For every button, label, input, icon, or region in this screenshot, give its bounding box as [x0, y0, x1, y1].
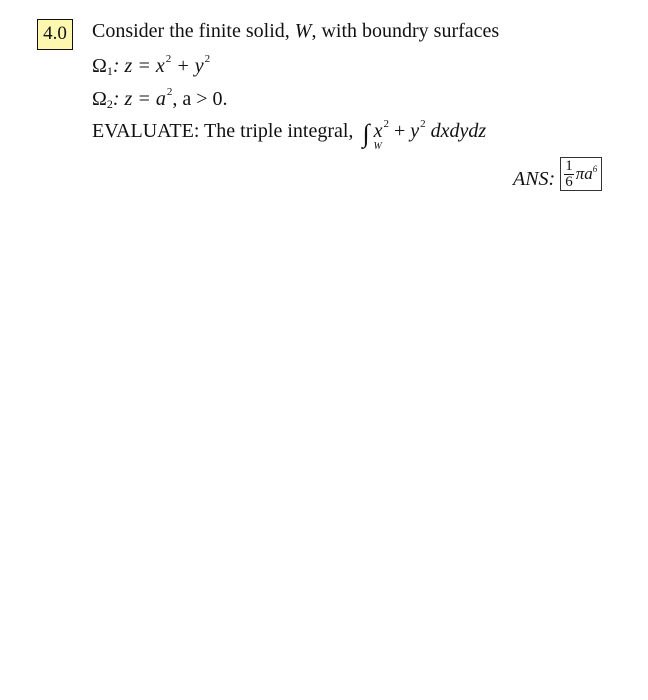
- surface-equation: : z = x: [112, 55, 165, 77]
- differentials: dxdydz: [425, 120, 487, 142]
- exponent: 2: [383, 118, 389, 130]
- fraction-numerator: 1: [565, 158, 573, 174]
- answer-exponent: 6: [592, 164, 598, 174]
- integrand-y: y: [410, 120, 420, 142]
- answer-expression: $\pi a^6$: [575, 164, 598, 183]
- answer-box: [560, 157, 602, 191]
- evaluate-line: [92, 118, 487, 152]
- answer-label: ANS:: [513, 168, 556, 190]
- omega-symbol: Ω: [92, 88, 107, 110]
- answer: [513, 160, 602, 194]
- solid-name: W: [294, 20, 312, 42]
- intro-text: Consider the finite solid,: [92, 20, 295, 42]
- omega-symbol: Ω: [92, 55, 107, 77]
- surface-index: 1: [106, 64, 113, 78]
- surface-2: [92, 86, 227, 112]
- problem-number-box: 4.0: [37, 19, 73, 50]
- problem-statement: [92, 20, 499, 43]
- integral-symbol: ∫ W: [362, 119, 382, 152]
- exponent: 2: [165, 53, 172, 65]
- intro-end-text: , with boundry surfaces: [311, 20, 500, 42]
- exponent: 2: [166, 86, 173, 98]
- plus-sign: +: [388, 120, 411, 142]
- evaluate-text: EVALUATE: The triple integral,: [92, 120, 359, 142]
- exponent: 2: [204, 53, 211, 65]
- integral-region: W: [373, 141, 382, 152]
- surface-condition: , a > 0.: [172, 88, 228, 110]
- surface-1: [92, 53, 210, 79]
- surface-index: 2: [106, 97, 113, 111]
- surface-equation-rest: + y: [171, 55, 204, 77]
- exponent: 2: [420, 118, 426, 130]
- fraction-denominator: 6: [565, 174, 573, 190]
- surface-equation: : z = a: [112, 88, 166, 110]
- integrand-x: x: [373, 120, 383, 142]
- answer-fraction: [564, 159, 574, 190]
